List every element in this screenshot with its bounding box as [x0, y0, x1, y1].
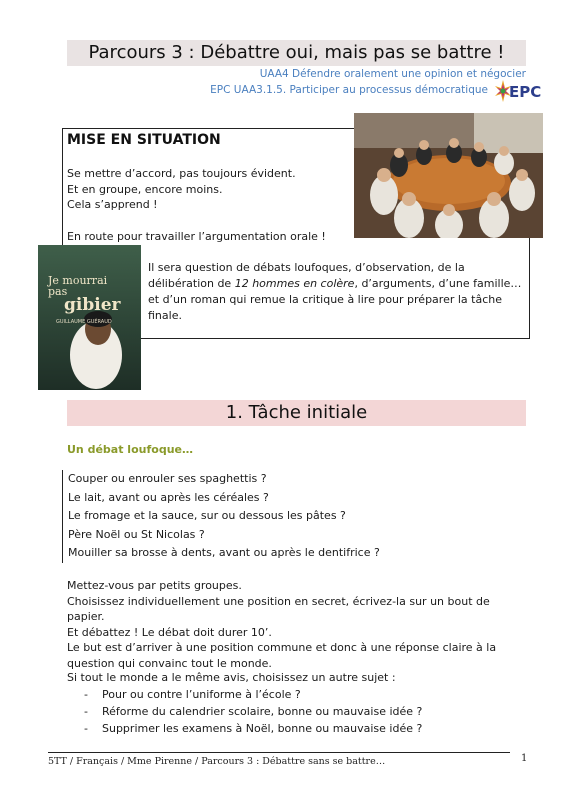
subtitle-uaa4: UAA4 Défendre oralement une opinion et négocier — [259, 68, 526, 80]
footer-divider — [48, 752, 510, 753]
meeting-photo — [354, 113, 543, 238]
page-number: 1 — [521, 753, 528, 764]
dash-bullet: - — [84, 688, 88, 701]
footer-text: 5TT / Français / Mme Pirenne / Parcours 3 : Débattre sans se battre… — [48, 756, 386, 767]
alt-item-text: Réforme du calendrier scolaire, bonne ou mauvaise idée ? — [102, 705, 423, 718]
situation-heading: MISE EN SITUATION — [67, 132, 221, 148]
situation-paragraph — [148, 260, 528, 324]
film-title: 12 hommes en colère — [234, 277, 355, 290]
alt-item-text: Supprimer les examens à Noël, bonne ou mauvaise idée ? — [102, 722, 423, 735]
list-item — [84, 686, 422, 703]
dash-bullet: - — [84, 722, 88, 735]
list-item: Mouiller sa brosse à dents, avant ou après le dentifrice ? — [68, 546, 380, 559]
alternative-list — [84, 686, 422, 737]
instruction-line: Le but est d’arriver à une position commune et donc à une réponse claire à la question qui convainc tout le monde. — [67, 641, 497, 670]
book-title-line: Je mourrai — [48, 274, 108, 287]
situation-para-end: , d’arguments, d’une famille… et d’un roman qui remue la critique à lire pour préparer la tâche finale. — [148, 277, 522, 322]
situation-para-start: Il sera question de débats loufoques, d’observation, de la délibération de — [148, 261, 465, 290]
meeting-table-image — [354, 113, 543, 238]
list-item: Le fromage et la sauce, sur ou dessous les pâtes ? — [68, 509, 346, 522]
book-title — [48, 275, 107, 297]
debate-list — [62, 470, 380, 563]
instructions — [67, 578, 527, 671]
page-title: Parcours 3 : Débattre oui, mais pas se battre ! — [67, 40, 526, 66]
alt-item-text: Pour ou contre l’uniforme à l’école ? — [102, 688, 301, 701]
situation-line: Cela s’apprend ! — [67, 198, 158, 211]
list-item: Couper ou enrouler ses spaghettis ? — [68, 472, 267, 485]
book-title-line: pas — [48, 285, 68, 298]
situation-lines — [67, 166, 296, 213]
list-item: Le lait, avant ou après les céréales ? — [68, 490, 269, 504]
situation-line: Et en groupe, encore moins. — [67, 182, 223, 196]
epc-logo — [495, 80, 542, 104]
instruction-line: Choisissez individuellement une position en secret, écrivez-la sur un bout de papier. — [67, 594, 490, 623]
debate-heading: Un débat loufoque… — [67, 443, 193, 456]
alternative-intro: Si tout le monde a le même avis, choisissez un autre sujet : — [67, 671, 396, 684]
book-author: GUILLAUME GUÉRAUD — [56, 319, 112, 325]
dash-bullet: - — [84, 705, 88, 718]
list-item — [84, 720, 422, 737]
epc-logo-text: EPC — [509, 83, 542, 101]
instruction-line: Mettez-vous par petits groupes. — [67, 579, 242, 592]
situation-line: Se mettre d’accord, pas toujours évident. — [67, 167, 296, 180]
list-item — [84, 703, 422, 720]
list-item: Père Noël ou St Nicolas ? — [68, 527, 205, 541]
situation-route: En route pour travailler l’argumentation orale ! — [67, 230, 326, 243]
book-title-main: gibier — [64, 295, 121, 315]
subtitle-epc: EPC UAA3.1.5. Participer au processus démocratique — [210, 84, 488, 96]
instruction-line: Et débattez ! Le débat doit durer 10’. — [67, 625, 272, 639]
book-cover-image — [38, 245, 141, 390]
section-title: 1. Tâche initiale — [67, 400, 526, 426]
book-cover — [38, 245, 141, 390]
